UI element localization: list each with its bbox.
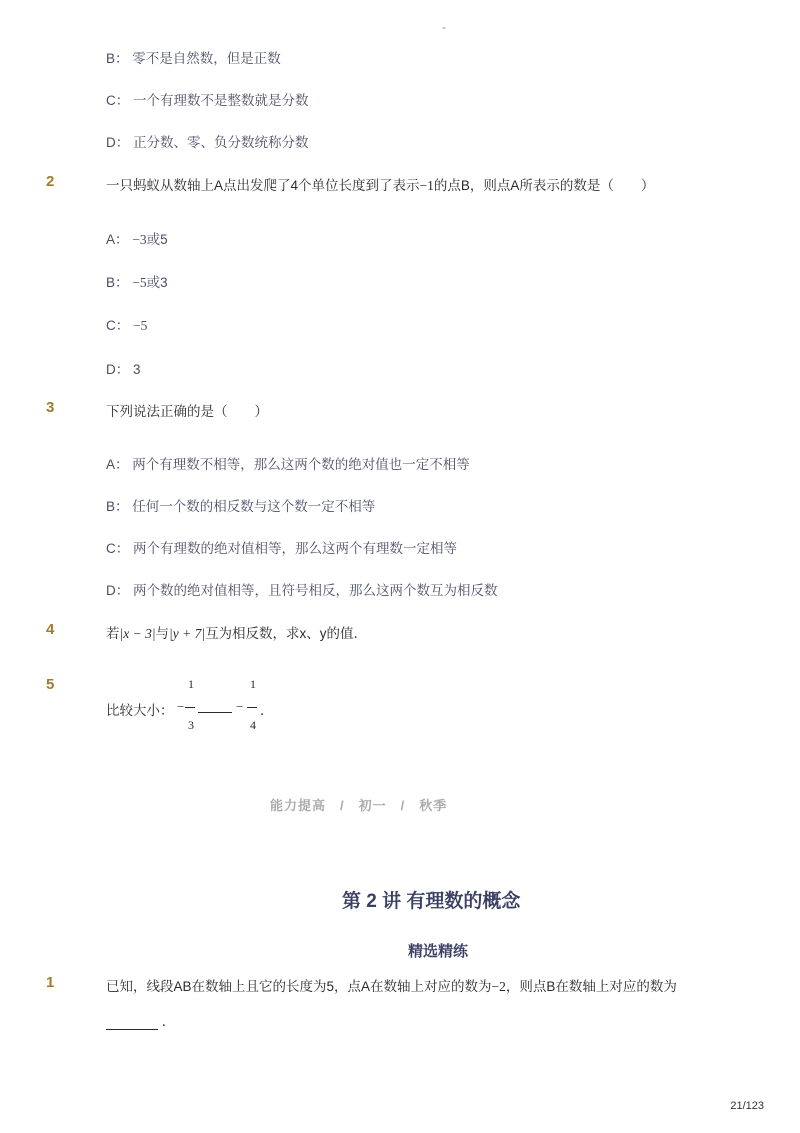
q3-option-d — [106, 579, 498, 599]
q1-option-b — [106, 47, 281, 67]
math-expression: |y + 7| — [169, 626, 206, 641]
question-3-text: 下列说法正确的是（ ） — [106, 404, 268, 419]
answer-blank[interactable] — [106, 1014, 158, 1030]
q3-option-b — [106, 495, 375, 515]
math-value: −2 — [491, 979, 506, 994]
q2-option-c — [106, 314, 147, 334]
question-text-part: 已知，线段AB在数轴上且它的长度为5，点A在数轴上对应的数为 — [106, 979, 492, 994]
q2-option-b — [106, 271, 168, 291]
q2-option-d — [106, 358, 141, 378]
option-label: B： — [106, 499, 129, 514]
exercise-1-text — [106, 975, 677, 995]
answer-blank[interactable] — [198, 712, 232, 713]
question-text-part: 的点B，则点A所表示的数是（ ） — [433, 178, 655, 193]
option-text: 任何一个数的相反数与这个数一定不相等 — [132, 499, 376, 514]
page-number: 21/123 — [730, 1100, 764, 1112]
option-text: 一个有理数不是整数就是分数 — [133, 93, 309, 108]
option-text: 两个有理数的绝对值相等，那么这两个有理数一定相等 — [133, 541, 458, 556]
question-text-part: 互为相反数，求x、y的值． — [205, 626, 368, 641]
option-label: B： — [106, 275, 129, 290]
fraction-2-numerator: 1 — [250, 677, 256, 691]
q1-option-d — [106, 131, 309, 151]
question-text-part: 一只蚂蚁从数轴上A点出发爬了4个单位长度到了表示 — [106, 178, 420, 193]
question-number-4: 4 — [46, 621, 55, 638]
fraction-1-denominator: 3 — [188, 718, 194, 732]
option-text: 或3 — [146, 275, 168, 290]
question-text-part: ． — [161, 1014, 176, 1029]
fraction-2-denominator: 4 — [250, 718, 256, 732]
question-4-text — [106, 622, 367, 642]
q3-option-a — [106, 453, 470, 473]
option-label: D： — [106, 583, 130, 598]
option-label: D： — [106, 362, 130, 377]
option-text: 两个有理数不相等，那么这两个数的绝对值也一定不相等 — [132, 457, 470, 472]
minus-sign-2: − — [236, 699, 244, 714]
option-text: 零不是自然数，但是正数 — [132, 51, 281, 66]
option-text: 两个数的绝对值相等，且符号相反，那么这两个数互为相反数 — [133, 583, 498, 598]
question-number-2: 2 — [46, 173, 55, 190]
q3-option-c — [106, 537, 457, 557]
exercise-number-1: 1 — [46, 974, 55, 991]
header-dash: - — [442, 20, 446, 34]
question-number-3: 3 — [46, 399, 55, 416]
option-label: C： — [106, 541, 130, 556]
question-text-part: 与 — [155, 626, 170, 641]
option-label: A： — [106, 457, 129, 472]
question-text-part: ，则点B在数轴上对应的数为 — [505, 979, 677, 994]
fraction-2-bar — [247, 707, 257, 708]
option-text: 3 — [133, 362, 141, 377]
option-label: D： — [106, 135, 130, 150]
option-text: 或5 — [146, 232, 168, 247]
question-number-5: 5 — [46, 676, 55, 693]
option-label: C： — [106, 318, 130, 333]
section-title: 精选精练 — [408, 943, 469, 960]
exercise-1-answer-line — [106, 1010, 175, 1030]
math-expression: |x − 3| — [119, 626, 156, 641]
option-label: C： — [106, 93, 130, 108]
footer-tag: 能力提高 / 初一 / 秋季 — [270, 798, 448, 813]
option-label: A： — [106, 232, 129, 247]
math-value: −5 — [133, 318, 148, 333]
question-text-part: 若 — [106, 626, 120, 641]
math-value: −3 — [132, 232, 147, 247]
question-2-text — [106, 174, 654, 194]
math-value: −1 — [419, 178, 434, 193]
q2-option-a — [106, 228, 168, 248]
question-5-end: ． — [260, 703, 274, 718]
math-value: −5 — [132, 275, 147, 290]
option-label: B： — [106, 51, 129, 66]
minus-sign-1: − — [177, 699, 185, 714]
q1-option-c — [106, 89, 309, 109]
lecture-title: 第 2 讲 有理数的概念 — [342, 891, 521, 912]
option-text: 正分数、零、负分数统称分数 — [133, 135, 309, 150]
fraction-1-bar — [185, 707, 195, 708]
fraction-1-numerator: 1 — [188, 677, 194, 691]
question-5-prefix: 比较大小： — [106, 703, 174, 718]
